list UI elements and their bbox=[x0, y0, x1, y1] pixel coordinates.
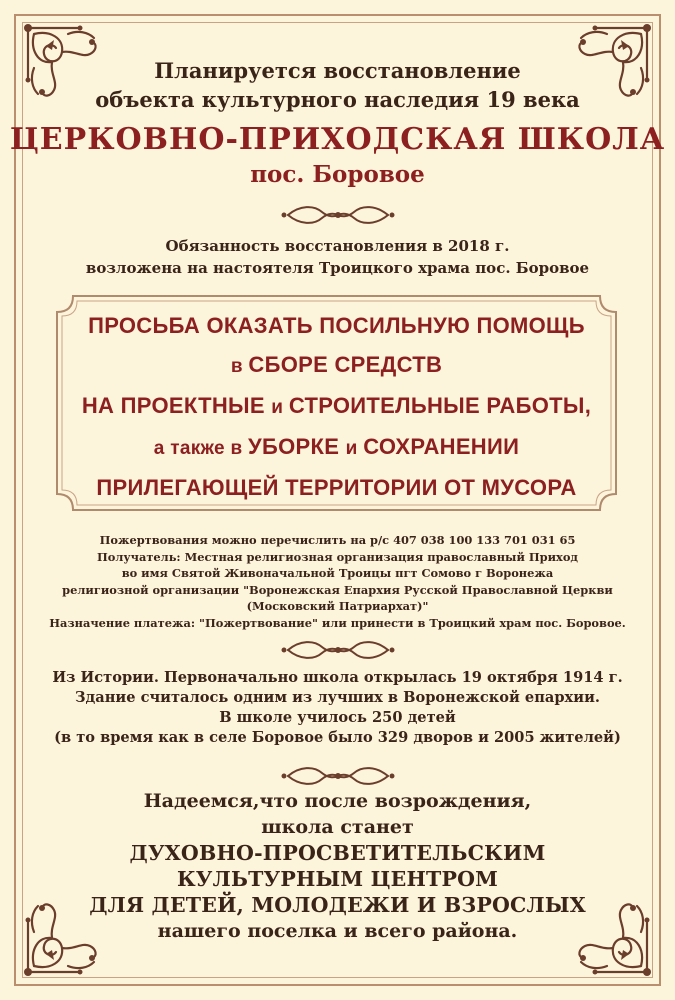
history-line-3: В школе училось 250 детей bbox=[219, 709, 456, 726]
flourish-divider-icon bbox=[278, 202, 398, 228]
history-line-4: (в то время как в селе Боровое было 329 дворов и 2005 жителей) bbox=[54, 729, 621, 746]
bank-line-4: религиозной организации "Воронежская Епархия Русской Православной Церкви bbox=[62, 582, 613, 597]
request-text bbox=[55, 306, 618, 507]
request-line-5: ПРИЛЕГАЮЩЕЙ ТЕРРИТОРИИ ОТ МУСОРА bbox=[96, 475, 577, 500]
bank-line-1: Пожертвования можно перечислить на р/с 407 038 100 133 701 031 65 bbox=[99, 533, 576, 547]
header-line-1: Планируется восстановление bbox=[154, 58, 521, 83]
flourish-divider-icon bbox=[278, 763, 398, 789]
header bbox=[0, 56, 675, 114]
page-title: ЦЕРКОВНО-ПРИХОДСКАЯ ШКОЛА bbox=[9, 122, 666, 157]
closing-line-3: ДУХОВНО-ПРОСВЕТИТЕЛЬСКИМ bbox=[129, 841, 546, 865]
request-line-4a: а также в bbox=[153, 438, 249, 459]
bank-details bbox=[0, 532, 675, 632]
duty-line-2: возложена на настоятеля Троицкого храма пос. Боровое bbox=[85, 259, 590, 277]
history-line-1: Из Истории. Первоначально школа открылась 19 октября 1914 г. bbox=[52, 669, 623, 686]
closing-line-2: школа станет bbox=[261, 816, 414, 838]
bank-line-2: Получатель: Местная религиозная организация православный Приход bbox=[96, 549, 579, 564]
closing-statement bbox=[0, 788, 675, 944]
page-subtitle: пос. Боровое bbox=[250, 161, 425, 188]
flourish-divider-icon bbox=[278, 637, 398, 663]
request-line-2a: в bbox=[230, 356, 249, 377]
request-line-4b: УБОРКЕ bbox=[248, 434, 346, 459]
duty-line-1: Обязанность восстановления в 2018 г. bbox=[165, 237, 510, 255]
duty-text bbox=[0, 235, 675, 279]
bank-line-3: во имя Святой Живоначальной Троицы пгт Сомово г Воронежа bbox=[121, 566, 554, 581]
request-line-2b: СБОРЕ СРЕДСТВ bbox=[248, 352, 443, 377]
closing-line-1: Надеемся,что после возрождения, bbox=[143, 790, 532, 812]
closing-line-4: КУЛЬТУРНЫМ ЦЕНТРОМ bbox=[176, 867, 499, 891]
request-line-4c: и bbox=[345, 438, 364, 459]
request-line-1: ПРОСЬБА ОКАЗАТЬ ПОСИЛЬНУЮ ПОМОЩЬ bbox=[88, 313, 585, 338]
bank-line-6: Назначение платежа: "Пожертвование" или принести в Троицкий храм пос. Боровое. bbox=[49, 615, 626, 630]
request-box bbox=[55, 294, 618, 512]
history-text bbox=[0, 668, 675, 748]
request-line-3b: и bbox=[271, 397, 289, 418]
closing-line-5: ДЛЯ ДЕТЕЙ, МОЛОДЕЖИ И ВЗРОСЛЫХ bbox=[89, 893, 586, 917]
request-line-3c: СТРОИТЕЛЬНЫЕ РАБОТЫ, bbox=[288, 393, 592, 418]
history-line-2: Здание считалось одним из лучших в Воронежской епархии. bbox=[75, 689, 600, 706]
header-line-2: объекта культурного наследия 19 века bbox=[95, 87, 580, 112]
request-line-3a: НА ПРОЕКТНЫЕ bbox=[81, 393, 272, 418]
closing-line-6: нашего поселка и всего района. bbox=[157, 920, 518, 942]
request-line-4d: СОХРАНЕНИИ bbox=[363, 434, 520, 459]
bank-line-5: (Московский Патриархат)" bbox=[246, 599, 429, 614]
